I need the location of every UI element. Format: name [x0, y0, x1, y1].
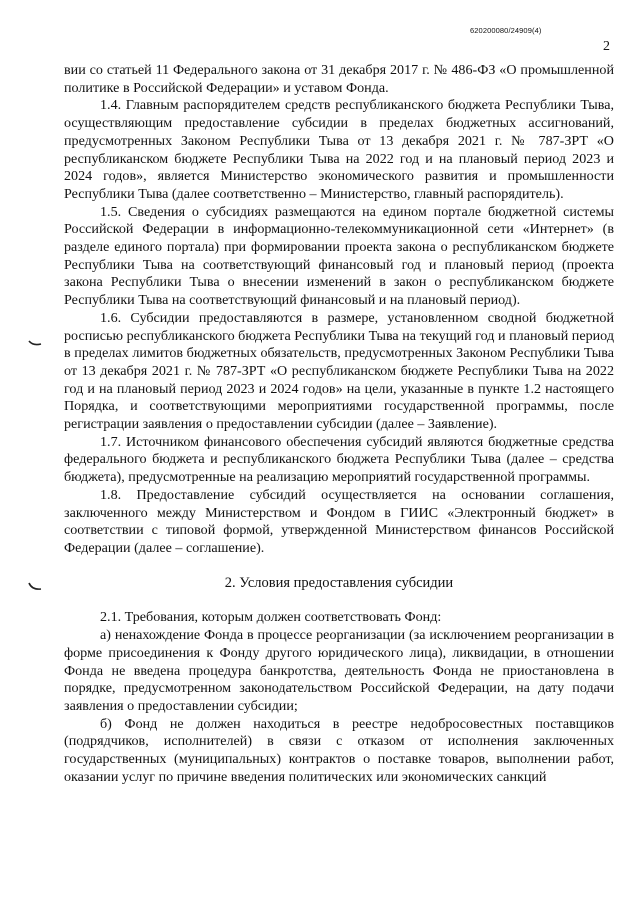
- paragraph-1-4: 1.4. Главным распорядителем средств республиканского бюджета Республики Тыва, осуществляющим предоставление субсидии в пределах бюджетных ассигнований, предусмотренных Законом Республики Тыва от 13 декабря 2021 г. № 787-ЗРТ «О республиканском бюджете Республики Тыва на 2022 год и на плановый период 2023 и 2024 годов», является Министерство экономического развития и промышленности Республики Тыва (далее соответственно – Министерство, главный распорядитель).: [64, 97, 614, 202]
- page-number: 2: [603, 39, 610, 54]
- section-heading: 2. Условия предоставления субсидии: [224, 574, 454, 591]
- paragraph-continuation: вии со статьей 11 Федерального закона от 31 декабря 2017 г. № 486-ФЗ «О промышленной политике в Российской Федерации» и уставом Фонда.: [64, 62, 614, 96]
- paragraph-2-1: 2.1. Требования, которым должен соответствовать Фонд:: [100, 609, 442, 626]
- paragraph-1-5: 1.5. Сведения о субсидиях размещаются на едином портале бюджетной системы Российской Федерации в информационно-телекоммуникационной сети «Интернет» (в разделе единого портала) при формировании проекта закона о республиканском бюджете Республики Тыва на соответствующий финансовый год и плановый период (проекта закона Республики Тыва о внесении изменений в закон о республиканском бюджете Республики Тыва на соответствующий финансовый и на плановый период).: [64, 203, 614, 309]
- margin-tick-mark: [27, 581, 43, 593]
- margin-tick-mark: [27, 338, 43, 348]
- paragraph-1-6: 1.6. Субсидии предоставляются в размере, установленном сводной бюджетной росписью республиканского бюджета Республики Тыва на текущий год и плановый период в пределах лимитов бюджетных обязательств, предусмотренных Законом Республики Тыва от 13 декабря 2021 г. № 787-ЗРТ «О республиканском бюджете Республики Тыва на 2022 год и на плановый период 2023 и 2024 годов» на цели, указанные в пункте 1.2 настоящего Порядка, и соответствующими мероприятиями государственной программы, после регистрации заявления о предоставлении субсидии (далее – Заявление).: [64, 309, 614, 433]
- document-body: [64, 62, 614, 786]
- paragraph-2-1-b: б) Фонд не должен находиться в реестре недобросовестных поставщиков (подрядчиков, исполнителей) в связи с отказом от исполнения заключенных государственных (муниципальных) контрактов о поставке товаров, выполнении работ, оказании услуг по причине введения политических или экономических санкций: [64, 715, 614, 785]
- paragraph-1-8: 1.8. Предоставление субсидий осуществляется на основании соглашения, заключенного между Министерством и Фондом в ГИИС «Электронный бюджет» в соответствии с типовой формой, утвержденной Министерством финансов Российской Федерации (далее – соглашение).: [64, 486, 614, 556]
- paragraph-1-7: 1.7. Источником финансового обеспечения субсидий являются бюджетные средства федерального бюджета и республиканского бюджета Республики Тыва (далее – средства бюджета), предусмотренные на реализацию мероприятий государственной программы.: [64, 433, 614, 486]
- document-id: 620200080/24909(4): [470, 26, 542, 35]
- paragraph-2-1-a: а) ненахождение Фонда в процессе реорганизации (за исключением реорганизации в форме присоединения к Фонду другого юридического лица), ликвидации, в отношении Фонда не введена процедура банкротства, деятельность Фонда не приостановлена в порядке, предусмотренном законодательством Российской Федерации, на дату подачи заявления о предоставлении субсидии;: [64, 627, 614, 714]
